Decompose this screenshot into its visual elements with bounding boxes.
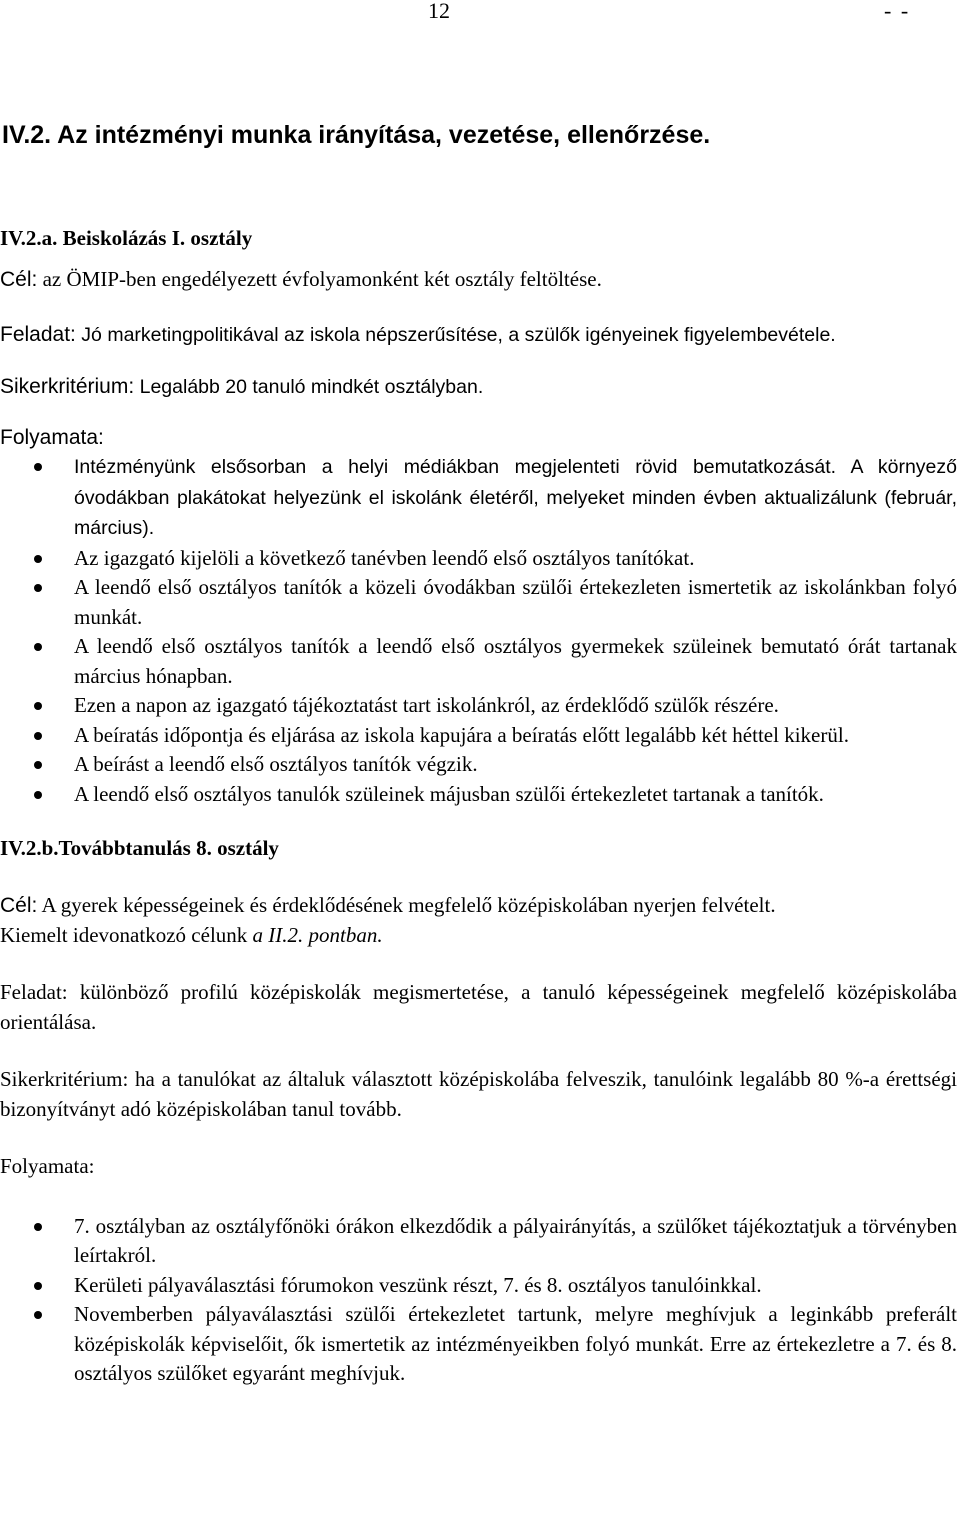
part-a-process-label: Folyamata: bbox=[0, 425, 104, 449]
success-label: Sikerkritérium: bbox=[0, 375, 135, 398]
list-item: 7. osztályban az osztályfőnöki órákon elkezdődik a pályairányítás, a szülőket tájékoztatjuk a törvényben leírtakról. bbox=[0, 1212, 957, 1271]
page-header bbox=[0, 0, 960, 30]
success-text: : ha a tanulókat az általuk választott középiskolába felveszik, tanulóink legalább 80 %-a érettségi bizonyítványt adó középiskolában tanul tovább. bbox=[0, 1067, 957, 1121]
page-number: 12 bbox=[428, 0, 450, 23]
part-a-heading: IV.2.a. Beiskolázás I. osztály bbox=[0, 226, 253, 250]
task-text: különböző profilú középiskolák megismertetése, a tanuló képességeinek megfelelő középiskolába orientálása. bbox=[0, 980, 957, 1034]
part-b-success bbox=[0, 1065, 957, 1124]
list-item: A leendő első osztályos tanítók a leendő első osztályos gyermekek szüleinek bemutató órát tartanak március hónapban. bbox=[0, 632, 957, 691]
success-label: Sikerkritérium bbox=[0, 1067, 123, 1091]
part-b-goal bbox=[0, 891, 957, 921]
list-item: A leendő első osztályos tanulók szüleinek májusban szülői értekezletet tartanak a tanítók. bbox=[0, 780, 957, 810]
goal-text: az ÖMIP-ben engedélyezett évfolyamonként két osztály feltöltése. bbox=[37, 267, 602, 291]
list-item: Ezen a napon az igazgató tájékoztatást tart iskolánkról, az érdeklődő szülők részére. bbox=[0, 691, 957, 721]
list-item: Novemberben pályaválasztási szülői értekezletet tartunk, melyre meghívjuk a leginkább preferált középiskolák képviselőit, ők ismertetik az intézményeikben folyó munkát. Erre az értekezletre a 7. és 8. osztályos szülőket egyaránt meghívjuk. bbox=[0, 1300, 957, 1389]
success-text: Legalább 20 tanuló mindkét osztályban. bbox=[134, 376, 484, 398]
part-a-process-list bbox=[0, 452, 957, 809]
list-item: A beírást a leendő első osztályos tanítók végzik. bbox=[0, 750, 957, 780]
list-item: Kerületi pályaválasztási fórumokon veszünk részt, 7. és 8. osztályos tanulóinkkal. bbox=[0, 1271, 957, 1301]
document-body bbox=[0, 120, 957, 1389]
list-item: Az igazgató kijelöli a következő tanévben leendő első osztályos tanítókat. bbox=[0, 544, 957, 574]
list-item: A beíratás időpontja és eljárása az iskola kapujára a beíratás előtt legalább két héttel kikerül. bbox=[0, 721, 957, 751]
goal-label: Cél: bbox=[0, 268, 38, 291]
task-text: Jó marketingpolitikával az iskola népszerűsítése, a szülők igényeinek figyelembevétele. bbox=[75, 323, 836, 346]
section-title: IV.2. Az intézményi munka irányítása, vezetése, ellenőrzése. bbox=[2, 121, 711, 149]
goal-text: A gyerek képességeinek és érdeklődésének megfelelő középiskolában nyerjen felvételt. bbox=[37, 893, 776, 917]
part-a-success bbox=[0, 372, 957, 403]
goal-label: Cél: bbox=[0, 894, 38, 917]
list-item: Intézményünk elsősorban a helyi médiákban megjelenteti rövid bemutatkozását. A környező óvodákban plakátokat helyezünk el iskolánk életéről, melyeket minden évben aktualizálunk (február, március). bbox=[0, 452, 957, 544]
task-label: Feladat: bbox=[0, 980, 68, 1004]
part-b-process-list bbox=[0, 1212, 957, 1389]
task-label: Feladat: bbox=[0, 322, 76, 346]
list-item: A leendő első osztályos tanítók a közeli óvodákban szülői értekezleten ismertetik az iskolánkban folyó munkát. bbox=[0, 573, 957, 632]
part-b-heading: IV.2.b.Továbbtanulás 8. osztály bbox=[0, 836, 279, 860]
part-b-process-label: Folyamata: bbox=[0, 1154, 95, 1178]
part-a-task bbox=[0, 320, 957, 351]
part-b-highlight: Kiemelt idevonatkozó célunk a II.2. pontban. bbox=[0, 922, 383, 947]
header-dashes: - - bbox=[884, 0, 911, 23]
part-a-goal bbox=[0, 265, 957, 295]
part-b-task bbox=[0, 978, 957, 1037]
